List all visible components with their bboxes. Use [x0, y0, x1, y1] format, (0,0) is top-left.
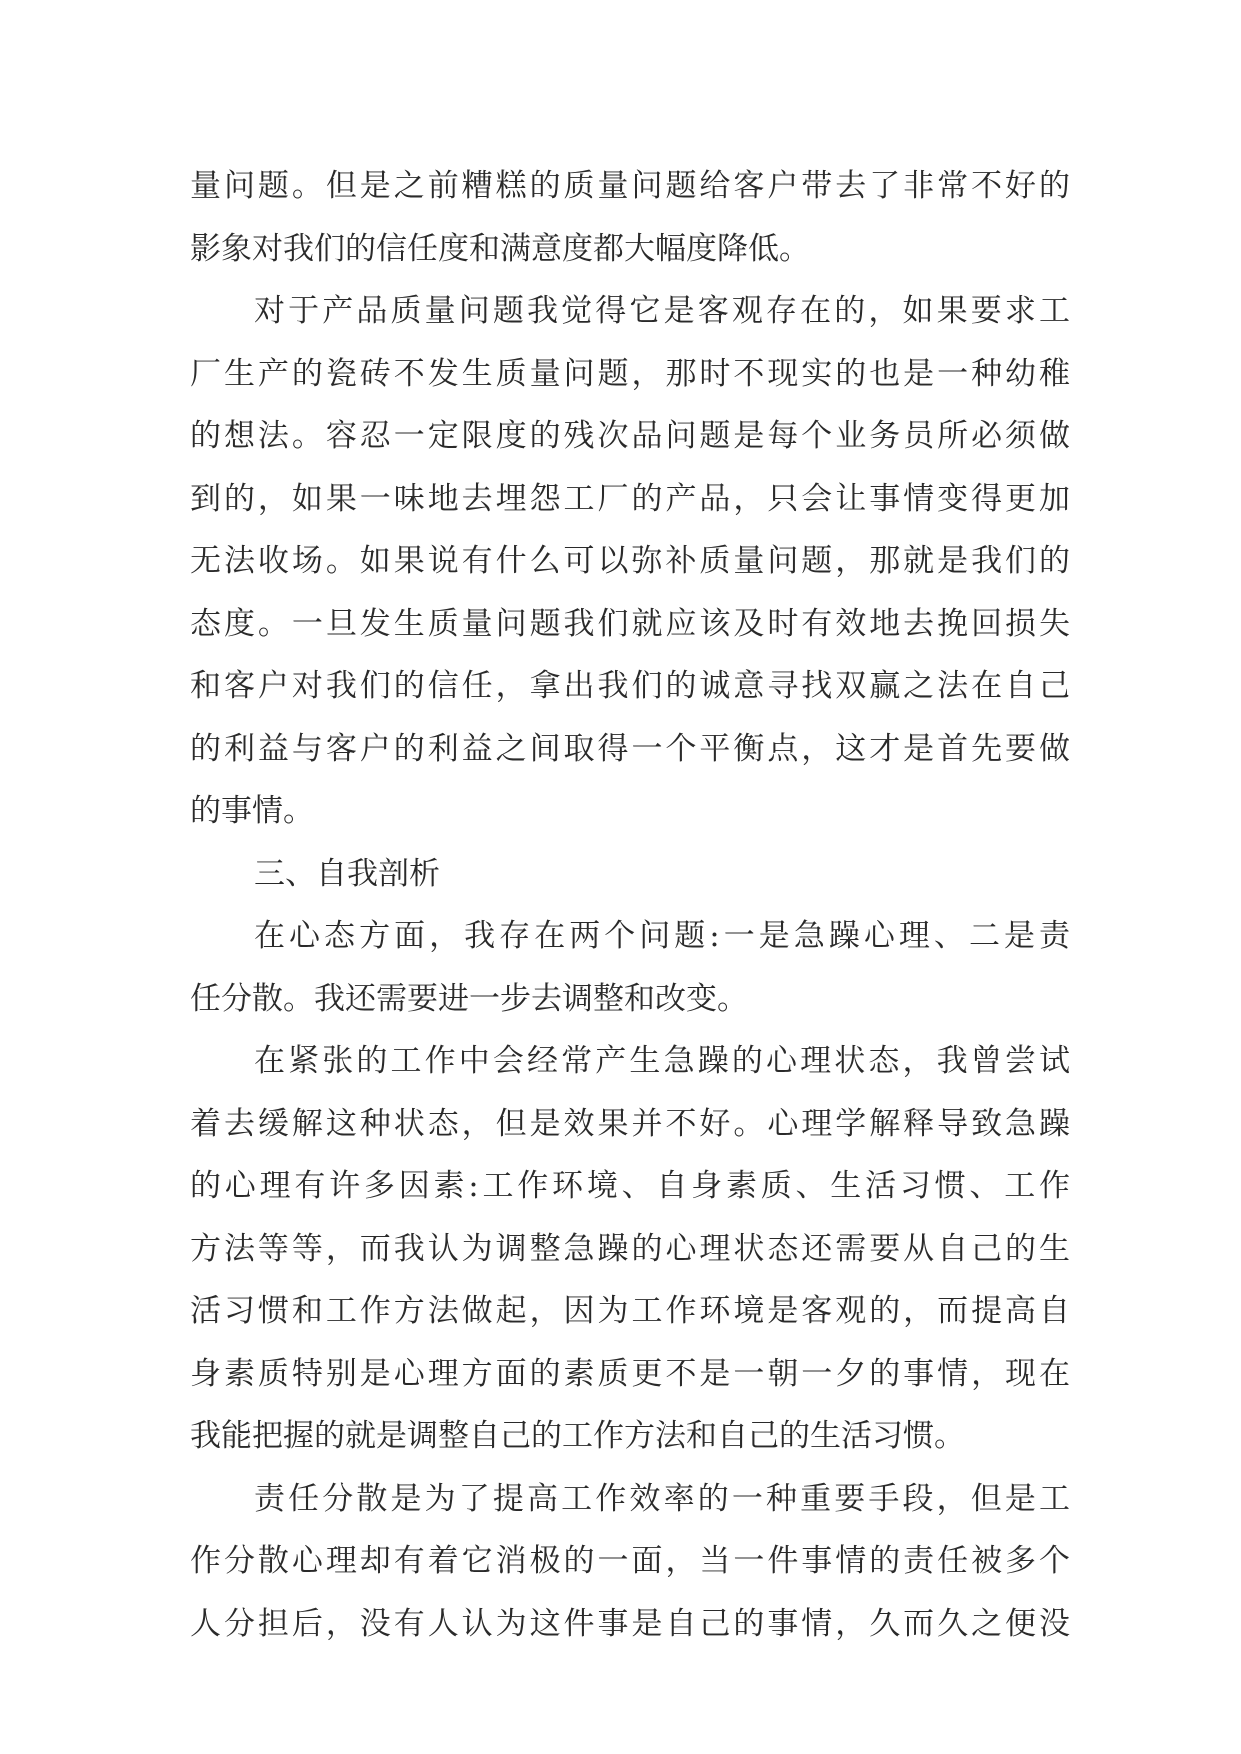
text-line: 和客户对我们的信任，拿出我们的诚意寻找双赢之法在自己: [190, 668, 1070, 704]
text-line: 身素质特别是心理方面的素质更不是一朝一夕的事情，现在: [190, 1355, 1070, 1392]
text-line: 厂生产的瓷砖不发生质量问题，那时不现实的也是一种幼稚: [190, 355, 1070, 392]
text-line: 态度。一旦发生质量问题我们就应该及时有效地去挽回损失: [190, 605, 1070, 642]
text-line: 人分担后，没有人认为这件事是自己的事情，久而久之便没: [190, 1605, 1070, 1642]
text-line: 影象对我们的信任度和满意度都大幅度降低。: [190, 230, 810, 267]
text-line: 活习惯和工作方法做起，因为工作环境是客观的，而提高自: [190, 1293, 1070, 1329]
text-line: 在心态方面，我存在两个问题:一是急躁心理、二是责: [254, 918, 1070, 954]
text-line: 在紧张的工作中会经常产生急躁的心理状态，我曾尝试: [254, 1043, 1070, 1079]
text-line: 的想法。容忍一定限度的残次品问题是每个业务员所必须做: [190, 418, 1070, 454]
text-line: 着去缓解这种状态，但是效果并不好。心理学解释导致急躁: [190, 1105, 1070, 1142]
text-line: 方法等等，而我认为调整急躁的心理状态还需要从自己的生: [190, 1230, 1070, 1267]
text-line: 的事情。: [190, 793, 314, 829]
text-line: 三、自我剖析: [254, 855, 440, 892]
body-text: [190, 155, 1070, 1655]
text-line: 作分散心理却有着它消极的一面，当一件事情的责任被多个: [190, 1543, 1070, 1579]
text-line: 对于产品质量问题我觉得它是客观存在的，如果要求工: [254, 293, 1070, 329]
text-line: 责任分散是为了提高工作效率的一种重要手段，但是工: [254, 1480, 1070, 1517]
text-line: 到的，如果一味地去埋怨工厂的产品，只会让事情变得更加: [190, 480, 1070, 517]
text-line: 的心理有许多因素:工作环境、自身素质、生活习惯、工作: [190, 1168, 1070, 1204]
text-line: 量问题。但是之前糟糕的质量问题给客户带去了非常不好的: [190, 168, 1070, 204]
text-line: 无法收场。如果说有什么可以弥补质量问题，那就是我们的: [190, 543, 1070, 579]
text-line: 的利益与客户的利益之间取得一个平衡点，这才是首先要做: [190, 730, 1070, 767]
text-line: 我能把握的就是调整自己的工作方法和自己的生活习惯。: [190, 1418, 965, 1454]
text-line: 任分散。我还需要进一步去调整和改变。: [190, 980, 748, 1017]
